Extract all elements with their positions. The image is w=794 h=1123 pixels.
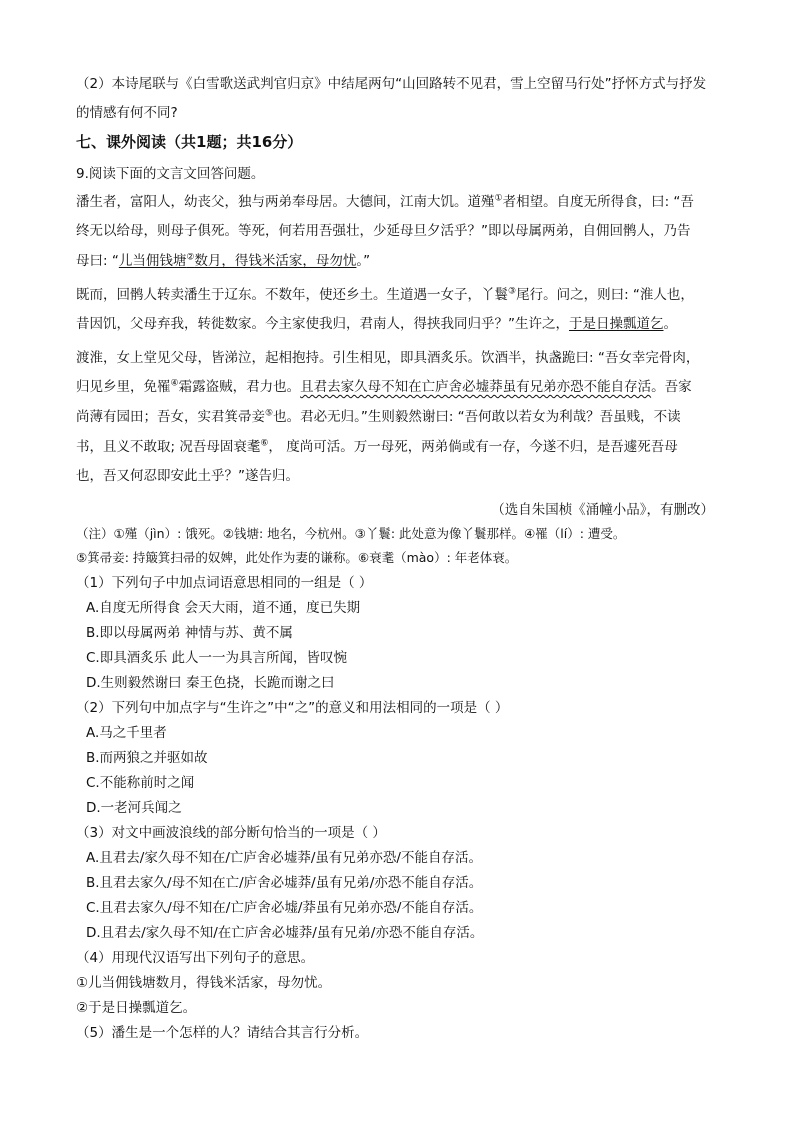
- section-title: 七、课外阅读（共1题；共16分）: [76, 133, 303, 151]
- sub2-stem: （2）下列句中加点字与“生许之”中“之”的意义和用法相同的一项是（ ）: [76, 700, 509, 716]
- sub1-option-c: C.即具酒炙乐 此人一一为具言所闻，皆叹惋: [86, 650, 348, 666]
- underlined-sentence-2: 于是日操瓢道乞: [569, 316, 664, 332]
- sub1-option-b: B.即以母属两弟 神情与苏、黄不属: [86, 625, 293, 641]
- passage-p3-line5: 也，吾又何忍即安此土乎？”遂告归。: [76, 468, 299, 484]
- sub3-option-c: C.且君去家久/母不知在/亡庐舍必墟/莽虽有兄弟亦恐/不能自存活。: [86, 900, 483, 916]
- notes-line1: （注）①殣（jìn）: 饿死。②钱塘: 地名，今杭州。③丫鬟: 此处意为像丫鬟那样。④罹（lí）: 遭受。: [76, 526, 626, 541]
- prev-question-line1: （2）本诗尾联与《白雪歌送武判官归京》中结尾两句“山回路转不见君，雪上空留马行处”抒怀方式与抒发: [76, 76, 707, 92]
- sub2-option-c: C.不能称前时之闻: [86, 775, 195, 791]
- sub2-option-d: D.一老河兵闻之: [86, 800, 182, 816]
- sub1-option-a: A.自度无所得食 会天大雨，道不通，度已失期: [86, 600, 361, 616]
- sub3-option-d: D.且君去/家久母不知/在亡庐舍必墟莽/虽有兄弟/亦恐不能自存活。: [86, 925, 484, 941]
- sub5-stem: （5）潘生是一个怎样的人？请结合其言行分析。: [76, 1025, 369, 1041]
- sub4-stem: （4）用现代汉语写出下列句子的意思。: [76, 950, 315, 966]
- passage-p2-line1: 既而，回鹘人转卖潘生于辽东。不数年，使还乡土。生道遇一女子，丫鬟③尾行。问之，则曰: “淮人也，: [76, 286, 694, 303]
- underlined-sentence-1: 儿当佣钱塘②数月，得钱米活家，母勿忧: [118, 252, 357, 269]
- sub1-stem: （1）下列句子中加点词语意思相同的一组是（ ）: [76, 575, 373, 591]
- note-mark-1: ①: [494, 193, 503, 204]
- passage-p3-line3: 尚薄有园田；吾女，实君箕帚妾⑤也。君必无归。”生则毅然谢曰: “吾何敢以若女为利哉？吾虽贱，不读: [76, 408, 681, 425]
- sub3-option-a: A.且君去/家久母不知在/亡庐舍必墟莽/虽有兄弟亦恐/不能自存活。: [86, 850, 482, 866]
- passage-p1-line3: 母曰: “儿当佣钱塘②数月，得钱米活家，母勿忧。”: [76, 252, 371, 269]
- sub2-option-a: A.马之千里者: [86, 725, 167, 741]
- sub3-stem: （3）对文中画波浪线的部分断句恰当的一项是（ ）: [76, 825, 386, 841]
- passage-p1-line1: 潘生者，富阳人，幼丧父，独与两弟奉母居。大德间，江南大饥。道殣①者相望。自度无所得食，曰: “吾: [76, 193, 694, 210]
- sub1-option-d: D.生则毅然谢曰 秦王色挠，长跪而谢之曰: [86, 675, 335, 691]
- prev-question-line2: 的情感有何不同?: [76, 105, 178, 121]
- sub3-option-b: B.且君去家久/母不知在亡/庐舍必墟莽/虽有兄弟/亦恐不能自存活。: [86, 875, 483, 891]
- passage-p2-line2: 昔因饥，父母弃我，转徙数家。今主家使我归，君南人，得挟我同归乎？”生许之，于是日操瓢道乞。: [76, 316, 677, 332]
- passage-p3-line1: 渡淮，女上堂见父母，皆涕泣，起相抱持。引生相见，即具酒炙乐。饮酒半，执盏跪曰: “吾女幸完骨肉，: [76, 350, 700, 366]
- passage-p3-line4: 书，且义不敢取; 况吾母固衰耄⑥， 度尚可活。万一母死，两弟倘或有一存，今遂不归，是吾遽死吾母: [76, 438, 678, 455]
- question-intro: 9.阅读下面的文言文回答问题。: [76, 166, 265, 182]
- passage-p3-line2: 归见乡里，免罹④霜露盗贼，君力也。且君去家久母不知在亡庐舍必墟莽虽有兄弟亦恐不能自存活。吾家: [76, 378, 692, 395]
- sub2-option-b: B.而两狼之并驱如故: [86, 750, 208, 766]
- source-citation: （选自朱国桢《涌幢小品》，有删改）: [491, 502, 714, 518]
- sub4-item-1: ①儿当佣钱塘数月，得钱米活家，母勿忧。: [76, 975, 332, 991]
- notes-line2: ⑤箕帚妾: 持簸箕扫帚的奴婢，此处作为妻的谦称。⑥衰耄（mào）: 年老体衰。: [76, 550, 518, 565]
- passage-p1-line2: 终无以给母，则母子俱死。等死，何若用吾强壮，少延母旦夕活乎？”即以母属两弟，自佣回鹘人，乃告: [76, 223, 691, 239]
- wavy-underlined-sentence: 且君去家久母不知在亡庐舍必墟莽虽有兄弟亦恐不能自存活: [300, 379, 652, 395]
- sub4-item-2: ②于是日操瓢道乞。: [76, 1000, 197, 1016]
